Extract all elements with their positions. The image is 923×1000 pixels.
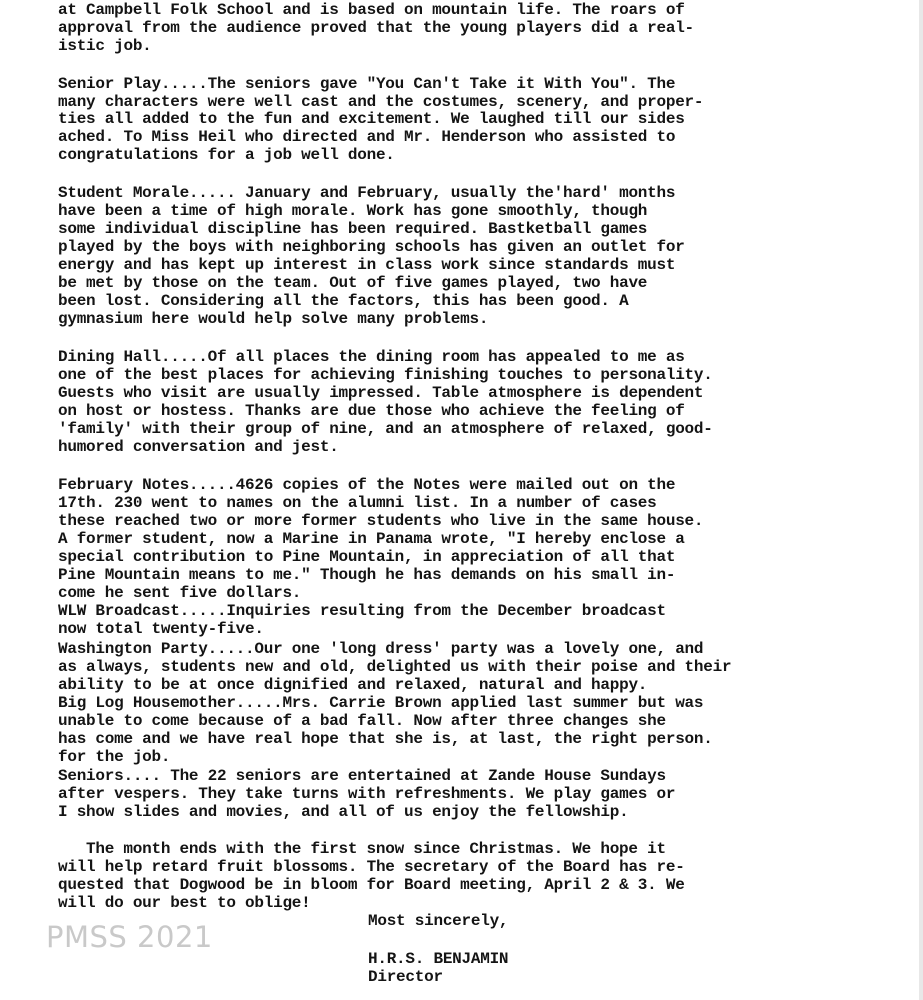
text-line: some individual discipline has been required. Bastketball games <box>58 220 648 238</box>
text-line: been lost. Considering all the factors, this has been good. A <box>58 292 629 310</box>
text-line: will help retard fruit blossoms. The secretary of the Board has re- <box>58 858 685 876</box>
text-line: 'family' with their group of nine, and an atmosphere of relaxed, good- <box>58 420 713 438</box>
text-line: humored conversation and jest. <box>58 438 339 456</box>
closing-text: Most sincerely, <box>368 912 509 930</box>
text-line: gymnasium here would help solve many problems. <box>58 310 489 328</box>
text-line: Seniors.... The 22 seniors are entertained at Zande House Sundays <box>58 767 666 785</box>
text-line: on host or hostess. Thanks are due those who achieve the feeling of <box>58 402 685 420</box>
text-line: as always, students new and old, delighted us with their poise and their <box>58 658 732 676</box>
text-line: Pine Mountain means to me." Though he has demands on his small in- <box>58 566 676 584</box>
signature-name: H.R.S. BENJAMIN <box>368 950 509 968</box>
text-line: The month ends with the first snow since Christmas. We hope it <box>86 840 666 858</box>
text-line: at Campbell Folk School and is based on mountain life. The roars of <box>58 1 685 19</box>
text-line: Senior Play.....The seniors gave "You Can't Take it With You". The <box>58 75 676 93</box>
text-line: Student Morale..... January and February, usually the'hard' months <box>58 184 676 202</box>
text-line: have been a time of high morale. Work has gone smoothly, though <box>58 202 648 220</box>
text-line: A former student, now a Marine in Panama wrote, "I hereby enclose a <box>58 530 685 548</box>
text-line: these reached two or more former students who live in the same house. <box>58 512 704 530</box>
text-line: energy and has kept up interest in class work since standards must <box>58 256 676 274</box>
text-line: WLW Broadcast.....Inquiries resulting from the December broadcast <box>58 602 666 620</box>
text-line: ached. To Miss Heil who directed and Mr. Henderson who assisted to <box>58 128 676 146</box>
text-line: 17th. 230 went to names on the alumni list. In a number of cases <box>58 494 657 512</box>
text-line: February Notes.....4626 copies of the Notes were mailed out on the <box>58 476 676 494</box>
text-line: one of the best places for achieving finishing touches to personality. <box>58 366 713 384</box>
text-line: istic job. <box>58 37 152 55</box>
text-line: unable to come because of a bad fall. Now after three changes she <box>58 712 666 730</box>
text-line: many characters were well cast and the costumes, scenery, and proper- <box>58 93 704 111</box>
text-line: will do our best to oblige! <box>58 894 311 912</box>
text-line: ties all added to the fun and excitement. We laughed till our sides <box>58 110 685 128</box>
text-line: special contribution to Pine Mountain, in appreciation of all that <box>58 548 676 566</box>
text-line: I show slides and movies, and all of us enjoy the fellowship. <box>58 803 629 821</box>
text-line: after vespers. They take turns with refreshments. We play games or <box>58 785 676 803</box>
text-line: approval from the audience proved that the young players did a real- <box>58 19 694 37</box>
text-line: congratulations for a job well done. <box>58 146 395 164</box>
text-line: quested that Dogwood be in bloom for Board meeting, April 2 & 3. We <box>58 876 685 894</box>
text-line: Guests who visit are usually impressed. Table atmosphere is dependent <box>58 384 704 402</box>
page-edge-shadow <box>919 0 923 1000</box>
text-line: for the job. <box>58 748 171 766</box>
text-line: Big Log Housemother.....Mrs. Carrie Brown applied last summer but was <box>58 694 704 712</box>
text-line: Dining Hall.....Of all places the dining room has appealed to me as <box>58 348 685 366</box>
text-line: come he sent five dollars. <box>58 584 302 602</box>
text-line: ability to be at once dignified and relaxed, natural and happy. <box>58 676 648 694</box>
signature-title: Director <box>368 968 443 986</box>
text-line: played by the boys with neighboring schools has given an outlet for <box>58 238 685 256</box>
text-line: Washington Party.....Our one 'long dress' party was a lovely one, and <box>58 640 704 658</box>
text-line: be met by those on the team. Out of five games played, two have <box>58 274 648 292</box>
archive-watermark: PMSS 2021 <box>46 920 213 954</box>
text-line: has come and we have real hope that she is, at last, the right person. <box>58 730 713 748</box>
text-line: now total twenty-five. <box>58 620 264 638</box>
